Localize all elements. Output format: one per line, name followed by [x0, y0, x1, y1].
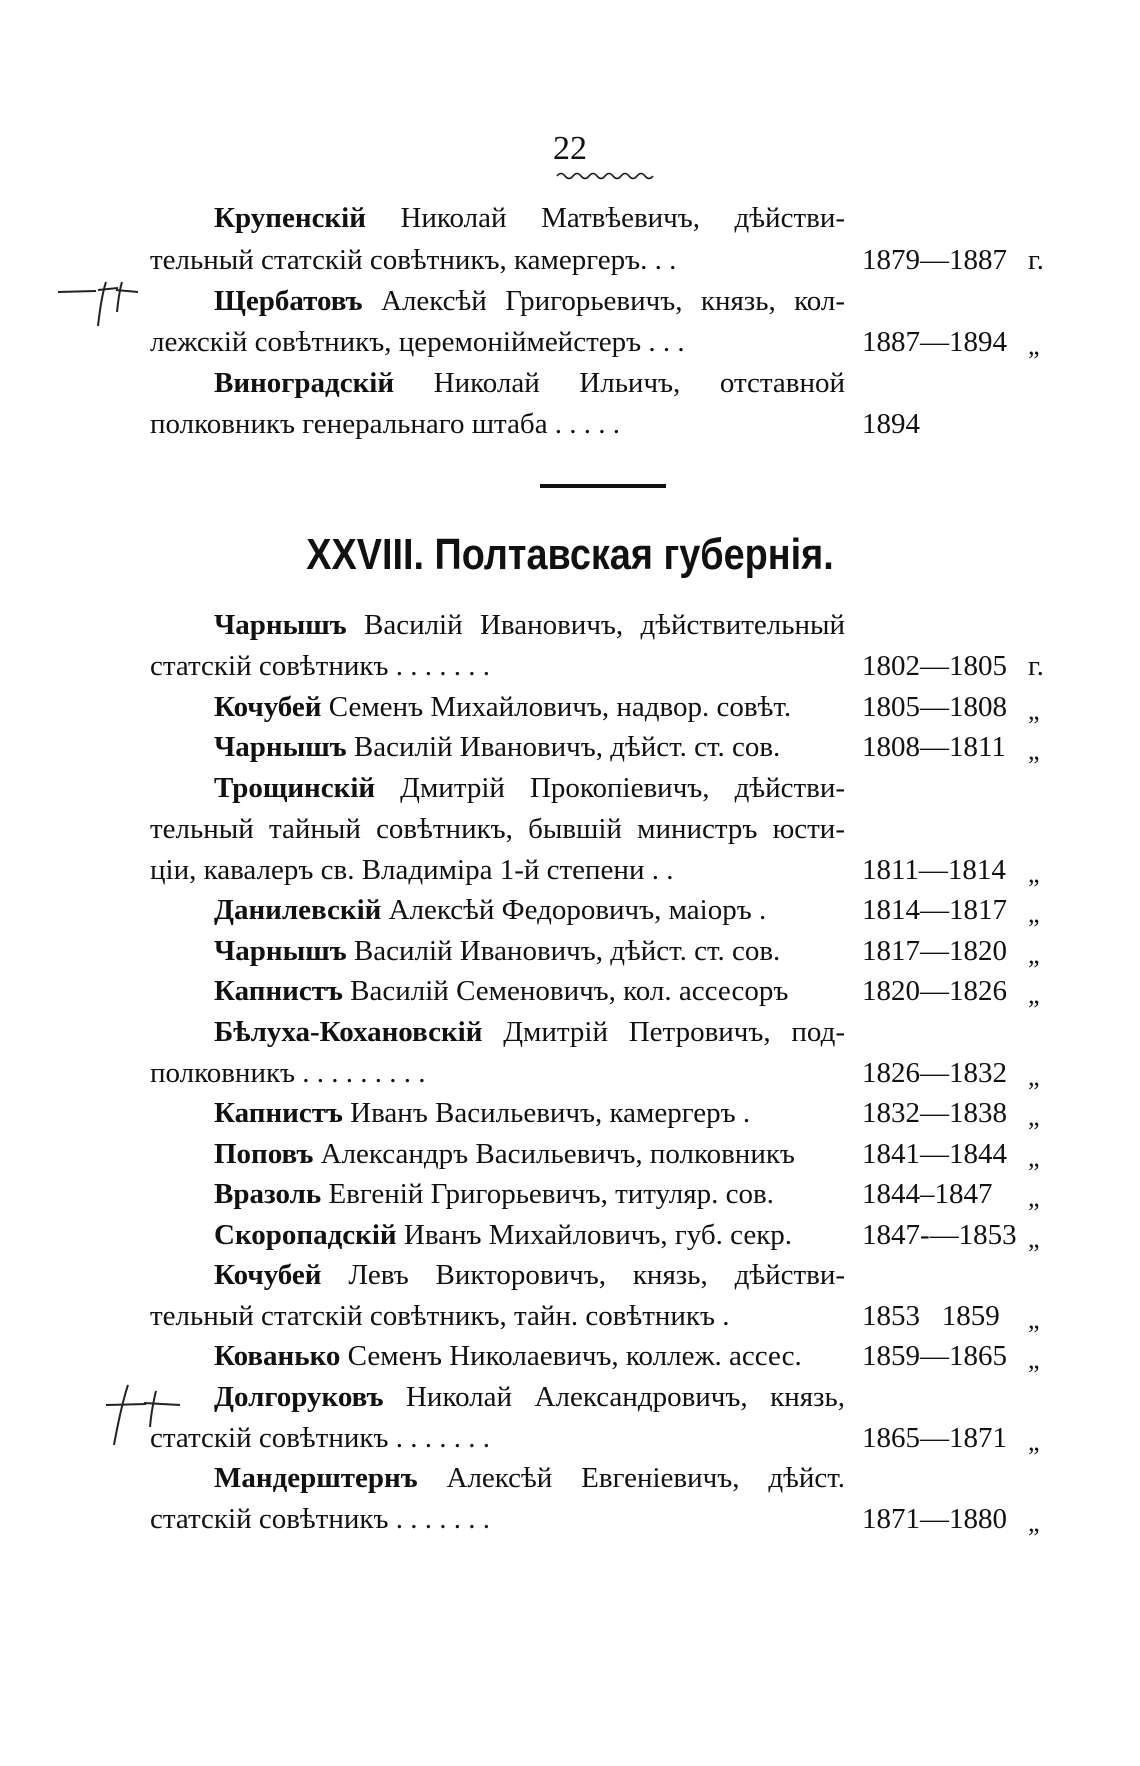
handwritten-margin-mark — [100, 1383, 200, 1447]
entry-line — [150, 363, 1055, 403]
years: 1817—1820 — [862, 935, 1007, 967]
years: 1832—1838 — [862, 1097, 1007, 1129]
years: 1871—1880 — [862, 1503, 1007, 1535]
entry-line — [150, 768, 1055, 808]
ditto-mark: „ — [1028, 1508, 1040, 1537]
years: 1844–1847 — [862, 1178, 993, 1210]
years: 1814—1817 — [862, 894, 1007, 926]
years: 1865—1871 — [862, 1422, 1007, 1454]
entry-text: статскій совѣтникъ . . . . . . . — [150, 650, 490, 682]
entry-line — [150, 809, 1055, 849]
ditto-mark: „ — [1028, 859, 1040, 888]
years: 1811—1814 — [862, 854, 1006, 886]
ditto-mark: „ — [1028, 696, 1040, 725]
surname: Капнистъ — [214, 975, 343, 1007]
entry-line — [150, 646, 1055, 686]
surname: Мандерштернъ — [214, 1462, 418, 1494]
ditto-mark: „ — [1028, 736, 1040, 765]
entry-text: Николай Матвѣевичъ, дѣйстви- — [400, 202, 845, 234]
handwritten-margin-mark — [56, 272, 166, 328]
wavy-underline — [555, 170, 655, 182]
surname: Поповъ — [214, 1138, 314, 1170]
entry-line — [150, 687, 1055, 727]
ditto-mark: „ — [1028, 1427, 1040, 1456]
entry-line — [150, 1255, 1055, 1295]
entry-line — [150, 1093, 1055, 1133]
surname: Трощинскій — [214, 772, 376, 804]
entry-text: Левъ Викторовичъ, князь, дѣйстви- — [348, 1259, 846, 1291]
years: 1820—1826 — [862, 975, 1007, 1007]
surname: Чарнышъ — [214, 731, 347, 763]
ditto-mark: „ — [1028, 940, 1040, 969]
surname: Кочубей — [214, 1259, 322, 1291]
entry-line — [150, 890, 1055, 930]
surname: Чарнышъ — [214, 935, 347, 967]
years: 1894 — [862, 408, 920, 440]
entry-text: Алексѣй Федоровичъ, маіоръ . — [388, 894, 767, 926]
entry-line — [150, 404, 1055, 444]
entry-line — [150, 1458, 1055, 1498]
entry-line — [150, 1134, 1055, 1174]
entry-line — [150, 1174, 1055, 1214]
entry-line — [150, 1418, 1055, 1458]
surname: Скоропадскій — [214, 1219, 397, 1251]
years: 1808—1811 — [862, 731, 1006, 763]
entry-line — [150, 1336, 1055, 1376]
ditto-mark: „ — [1028, 331, 1040, 360]
surname: Виноградскій — [214, 367, 395, 399]
entry-line — [150, 240, 1055, 280]
years: 1887—1894 — [862, 326, 1007, 358]
entry-text: ціи, кавалеръ св. Владиміра 1-й степени . . — [150, 854, 674, 886]
entry-text: Василій Семеновичъ, кол. ассесоръ — [350, 975, 789, 1007]
entry-text: Иванъ Васильевичъ, камергеръ . — [350, 1097, 751, 1129]
entry-text: Алексѣй Григорьевичъ, князь, кол- — [381, 285, 845, 317]
ditto-mark: „ — [1028, 1102, 1040, 1131]
surname: Щербатовъ — [214, 285, 363, 317]
ditto-mark: „ — [1028, 980, 1040, 1009]
entry-line — [150, 727, 1055, 767]
surname: Бѣлуха-Кохановскій — [214, 1016, 483, 1048]
years: 1802—1805 — [862, 650, 1007, 682]
entry-text: статскій совѣтникъ . . . . . . . — [150, 1503, 490, 1535]
entry-line — [150, 850, 1055, 890]
entry-text: полковникъ генеральнаго штаба . . . . . — [150, 408, 621, 440]
entry-text: Дмитрій Прокопіевичъ, дѣйстви- — [400, 772, 845, 804]
surname: Данилевскій — [214, 894, 382, 926]
ditto-mark: „ — [1028, 1224, 1040, 1253]
entry-line — [150, 1499, 1055, 1539]
page-number: 22 — [553, 130, 587, 167]
ditto-mark: „ — [1028, 1062, 1040, 1091]
ditto-mark: „ — [1028, 1183, 1040, 1212]
years: 1853 1859 — [862, 1300, 1000, 1332]
surname: Долгоруковъ — [214, 1381, 384, 1413]
entry-text: тельный статскій совѣтникъ, камергеръ. . . — [150, 244, 677, 276]
entry-text: Евгеній Григорьевичъ, титуляр. сов. — [328, 1178, 774, 1210]
entry-line — [150, 971, 1055, 1011]
entry-text: Дмитрій Петровичъ, под- — [503, 1016, 845, 1048]
entry-text: статскій совѣтникъ . . . . . . . — [150, 1422, 490, 1454]
years: 1841—1844 — [862, 1138, 1007, 1170]
ditto-mark: „ — [1028, 1305, 1040, 1334]
entry-line — [150, 322, 1055, 362]
entry-text: Николай Александровичъ, князь, — [405, 1381, 845, 1413]
entry-text: полковникъ . . . . . . . . . — [150, 1057, 426, 1089]
year-suffix: г. — [1028, 244, 1044, 276]
entry-text: Алексѣй Евгеніевичъ, дѣйст. — [446, 1462, 845, 1494]
section-divider — [540, 484, 666, 488]
entry-line — [150, 1012, 1055, 1052]
years: 1859—1865 — [862, 1340, 1007, 1372]
ditto-mark: „ — [1028, 1143, 1040, 1172]
entry-text: Николай Ильичъ, отставной — [433, 367, 845, 399]
surname: Капнистъ — [214, 1097, 343, 1129]
years: 1826—1832 — [862, 1057, 1007, 1089]
years: 1879—1887 — [862, 244, 1007, 276]
ditto-mark: „ — [1028, 1345, 1040, 1374]
surname: Кочубей — [214, 691, 322, 723]
entry-text: лежскій совѣтникъ, церемоніймейстеръ . . . — [150, 326, 685, 358]
year-suffix: г. — [1028, 650, 1044, 682]
entry-text: Александръ Васильевичъ, полковникъ — [320, 1138, 795, 1170]
surname: Чарнышъ — [214, 609, 347, 641]
entry-text: тельный статскій совѣтникъ, тайн. совѣтникъ . — [150, 1300, 730, 1332]
entry-line — [150, 1377, 1055, 1417]
entry-text: Семенъ Михайловичъ, надвор. совѣт. — [328, 691, 792, 723]
years: 1847-—1853 — [862, 1219, 1017, 1251]
entry-text: Василій Ивановичъ, дѣйствительный — [363, 609, 846, 641]
entry-line — [150, 605, 1055, 645]
entry-text: Василій Ивановичъ, дѣйст. ст. сов. — [353, 935, 781, 967]
section-heading: XXVIII. Полтавская губернія. — [306, 530, 834, 579]
surname: Кованько — [214, 1340, 341, 1372]
surname: Вразоль — [214, 1178, 322, 1210]
years: 1805—1808 — [862, 691, 1007, 723]
entry-text: Иванъ Михайловичъ, губ. секр. — [403, 1219, 793, 1251]
entry-line — [150, 1296, 1055, 1336]
entry-text: Семенъ Николаевичъ, коллеж. ассес. — [347, 1340, 802, 1372]
surname: Крупенскій — [214, 202, 366, 234]
entry-text: тельный тайный совѣтникъ, бывшій министръ юсти- — [150, 813, 845, 845]
entry-line — [150, 931, 1055, 971]
entry-line — [150, 281, 1055, 321]
entry-text: Василій Ивановичъ, дѣйст. ст. сов. — [353, 731, 781, 763]
ditto-mark: „ — [1028, 899, 1040, 928]
entry-line — [150, 1053, 1055, 1093]
entry-line — [150, 1215, 1055, 1255]
entry-line — [150, 198, 1055, 238]
